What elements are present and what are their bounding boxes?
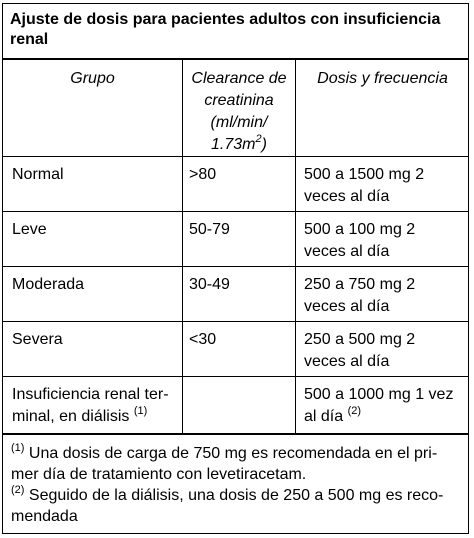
header-dosis: Dosis y frecuencia <box>317 70 448 87</box>
cell-grupo: Leve <box>12 221 47 238</box>
row-divider <box>2 321 469 322</box>
footnote: $^{(2)}$ Seguido de la diálisis, una dosis de 250 a 500 mg es reco- mendada <box>11 483 444 525</box>
header-grupo: Grupo <box>70 70 115 87</box>
row-divider <box>2 376 469 377</box>
row-divider <box>2 211 469 212</box>
cell-dosis: 250 a 500 mg 2 veces al día <box>304 331 416 370</box>
footnote-marker: (2) <box>11 483 25 496</box>
cell-clearance: 50-79 <box>189 221 230 238</box>
footnote: $^{(1)}$ Una dosis de carga de 750 mg es recomendada en el pri- mer día de tratamiento con levetiracetam. <box>11 441 438 483</box>
cell-dosis: 500 a 1000 mg 1 vez al día $^{(2)}$ <box>304 386 454 425</box>
cell-grupo: Moderada <box>12 276 85 293</box>
row-divider <box>2 156 469 157</box>
cell-dosis: 500 a 1500 mg 2 veces al día <box>304 166 425 205</box>
cell-grupo: Severa <box>12 331 63 348</box>
superscript: 2 <box>255 132 262 145</box>
header-clearance-line: (ml/min/ <box>210 114 268 131</box>
cell-clearance: 30-49 <box>189 276 230 293</box>
cell-grupo: Normal <box>12 166 64 183</box>
footnote-marker: (1) <box>11 441 25 454</box>
header-clearance-line: creatinina <box>204 92 274 109</box>
header-clearance <box>183 68 295 156</box>
row-divider <box>2 266 469 267</box>
cell-dosis: 500 a 100 mg 2 veces al día <box>304 221 416 260</box>
header-clearance-line: Clearance de <box>191 70 287 87</box>
table-title: Ajuste de dosis para pacientes adultos con insuficiencia renal <box>10 11 441 48</box>
footnote-ref: (2) <box>347 404 362 417</box>
cell-clearance: <30 <box>189 331 217 348</box>
title-divider <box>2 58 469 60</box>
table-bottom-divider <box>2 433 469 435</box>
header-clearance-line: $1.73m^2$) <box>211 132 267 153</box>
footnote-ref: (1) <box>133 404 148 417</box>
cell-grupo: Insuficiencia renal ter- minal, en diálisis $^{(1)}$ <box>12 386 169 425</box>
cell-dosis: 250 a 750 mg 2 veces al día <box>304 276 416 315</box>
cell-clearance: >80 <box>189 166 217 183</box>
